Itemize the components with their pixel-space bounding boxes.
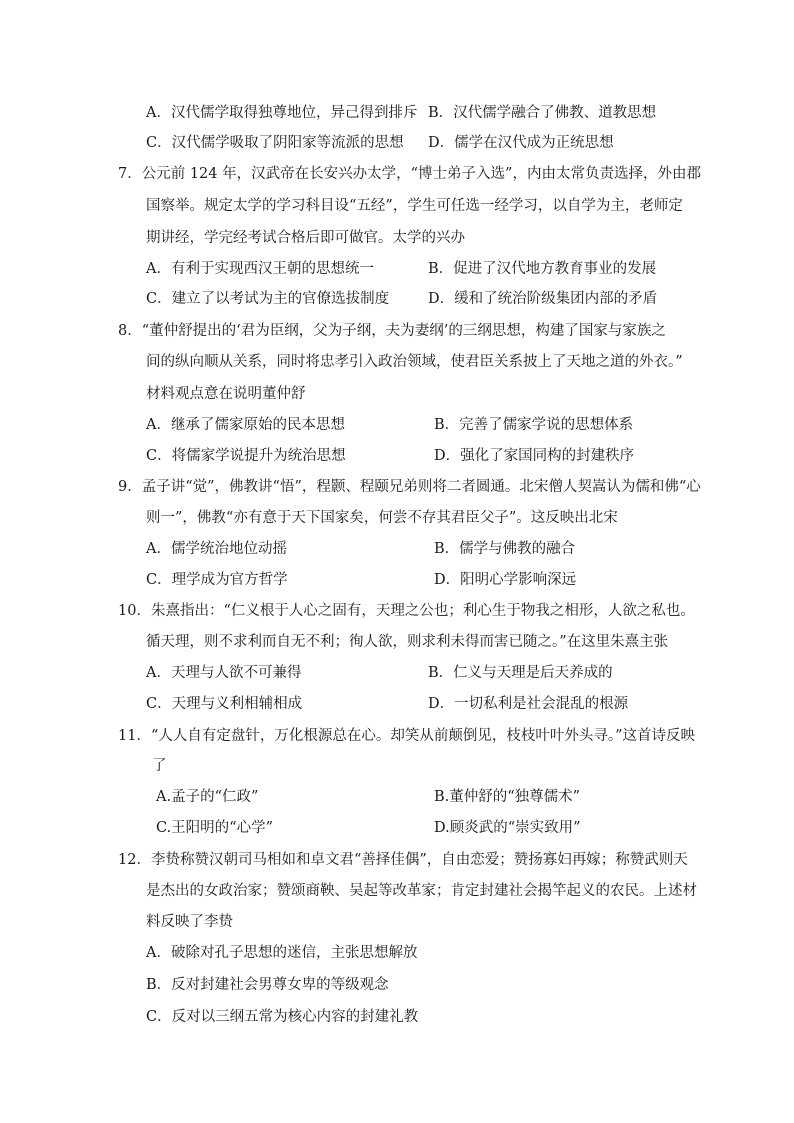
q7-option-c: C．建立了以考试为主的官僚选拔制度 (146, 291, 390, 307)
q11-stem-line-1: 11．“人人自有定盘针，万化根源总在心。却笑从前颠倒见，枝枝叶叶外头寻。”这首诗反映 (118, 728, 696, 744)
q10-stem-line-2: 循天理，则不求利而自无不利；徇人欲，则求利未得而害已随之。”在这里朱熹主张 (146, 634, 669, 650)
q8-option-d: D．强化了家国同构的封建秩序 (434, 448, 635, 464)
q7-option-b: B．促进了汉代地方教育事业的发展 (428, 261, 657, 277)
q9-option-b: B．儒学与佛教的融合 (434, 541, 576, 557)
q11-option-b: B.董仲舒的“独尊儒术” (434, 789, 581, 805)
q10-stem-line-1: 10．朱熹指出：“仁义根于人心之固有，天理之公也；利心生于物我之相形，人欲之私也。 (118, 603, 695, 619)
q12-stem-line-2: 是杰出的女政治家；赞颂商鞅、吴起等改革家；肯定封建社会揭竿起义的农民。上述材 (146, 883, 697, 899)
q12-option-c: C．反对以三纲五常为核心内容的封建礼教 (146, 1009, 419, 1025)
q11-stem-line-2: 了 (152, 758, 167, 774)
q12-option-b: B．反对封建社会男尊女卑的等级观念 (146, 977, 389, 993)
q6-option-a: A．汉代儒学取得独尊地位，异己得到排斥 (146, 105, 418, 121)
q7-option-d: D．缓和了统治阶级集团内部的矛盾 (428, 291, 658, 307)
q9-option-d: D．阳明心学影响深远 (434, 572, 577, 588)
q8-stem-line-2: 间的纵向顺从关系，同时将忠孝引入政治领域，使君臣关系披上了天地之道的外衣。” (146, 354, 683, 370)
q7-option-a: A．有利于实现西汉王朝的思想统一 (146, 261, 374, 277)
q10-option-b: B．仁义与天理是后天养成的 (428, 665, 613, 681)
q8-option-c: C．将儒家学说提升为统治思想 (146, 448, 346, 464)
q8-option-a: A．继承了儒家原始的民本思想 (146, 417, 345, 433)
q8-option-b: B．完善了儒家学说的思想体系 (434, 417, 634, 433)
q12-stem-line-1: 12．李贽称赞汉朝司马相如和卓文君“善择佳偶”，自由恋爱；赞扬寡妇再嫁；称赞武则天 (118, 852, 688, 868)
q7-stem-line-3: 期讲经，学完经考试合格后即可做官。太学的兴办 (146, 230, 465, 246)
q6-option-c: C．汉代儒学吸取了阴阳家等流派的思想 (146, 135, 404, 151)
q6-option-d: D．儒学在汉代成为正统思想 (428, 135, 614, 151)
q8-stem-line-3: 材料观点意在说明董仲舒 (146, 386, 306, 402)
q7-stem-line-1: 7．公元前 124 年，汉武帝在长安兴办太学，“博士弟子入选”，内由太常负责选择，外由郡 (118, 166, 701, 182)
q9-stem-line-2: 则一”，佛教“亦有意于天下国家矣，何尝不存其君臣父子”。这反映出北宋 (146, 510, 618, 526)
q8-stem-line-1: 8．“董仲舒提出的‘君为臣纲，父为子纲，夫为妻纲’的三纲思想，构建了国家与家族之 (118, 323, 666, 339)
q9-stem-line-1: 9．孟子讲“觉”，佛教讲“悟”，程颢、程颐兄弟则将二者圆通。北宋僧人契嵩认为儒和佛“心 (118, 479, 701, 495)
q9-option-a: A．儒学统治地位动摇 (146, 541, 287, 557)
q11-option-c: C.王阳明的“心学” (156, 820, 274, 836)
q10-option-c: C．天理与义利相辅相成 (146, 696, 303, 712)
q10-option-a: A．天理与人欲不可兼得 (146, 665, 302, 681)
q11-option-d: D.顾炎武的“崇实致用” (434, 820, 581, 836)
q12-option-a: A．破除对孔子思想的迷信，主张思想解放 (146, 945, 418, 961)
q9-option-c: C．理学成为官方哲学 (146, 572, 288, 588)
q12-stem-line-3: 料反映了李贽 (146, 914, 233, 930)
q11-option-a: A.孟子的“仁政” (156, 789, 259, 805)
q10-option-d: D．一切私利是社会混乱的根源 (428, 696, 629, 712)
q7-stem-line-2: 国察举。规定太学的学习科目设“五经”，学生可任选一经学习，以自学为主，老师定 (146, 198, 683, 214)
q6-option-b: B．汉代儒学融合了佛教、道教思想 (428, 105, 657, 121)
